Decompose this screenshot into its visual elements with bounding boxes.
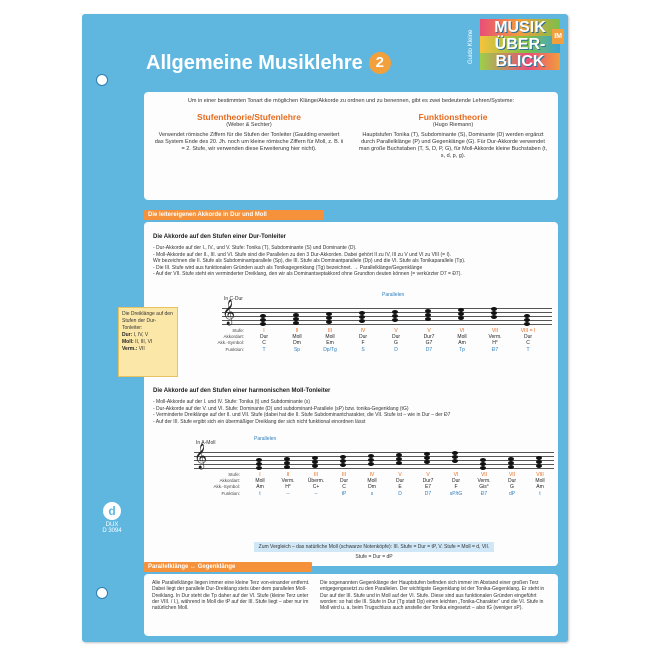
moll-key-label: In A-Moll (196, 440, 216, 446)
moll-chord-column (470, 472, 498, 497)
dur-chord-fn: D7 (425, 346, 433, 353)
dur-chord-stufe: VIII = I (520, 328, 536, 334)
moll-chord-sym: C (342, 484, 346, 491)
dur-chord-fn: S (361, 346, 365, 353)
moll-chord-stufe: VII (480, 472, 488, 478)
dur-chord-sym: Am (458, 340, 466, 347)
moll-chord-fn: D (398, 490, 402, 497)
funktionstheorie-column: Funktionstheorie (Hugo Riemann) Hauptstufen Tonika (T), Subdominante (S), Dominante (D) werden ergänzt durch Parallelklänge (P) und Gegenklänge (G). Für Dur-Akkorde verwendet man große Buchstaben (T, S, D, P, G), für Moll-Akkorde kleine Buchstaben (t, s, d, p, g). (358, 112, 548, 159)
dur-chord-art: Moll (325, 334, 335, 341)
info-sheet (82, 14, 568, 642)
dur-chord-art: Dur7 (423, 334, 435, 341)
moll-chord-sym: E (398, 484, 402, 491)
parallelklaenge-text: Alle Parallelklänge liegen immer eine kleine Terz von-einander entfernt. Dabei liegt der parallele Dur-Dreiklang stets über dem parallelen Moll-Dreiklang. In Dur steht die Tp daher auf der VI. Stufe (kleine Terz unter der VIII. / I.), während in Moll die tP auf der III. Stufe liegt – aber nur im natürlichen Moll. (152, 580, 310, 612)
dur-chord-stufe: V (427, 328, 431, 334)
punch-hole (96, 74, 108, 86)
dur-chord-column (415, 328, 443, 353)
section-header-akkorde: Die leitereigenen Akkorde in Dur und Moll (144, 210, 324, 220)
title-number-badge: 2 (369, 52, 391, 74)
author-vertical: Guido Kleine (468, 29, 474, 64)
dur-chord-column (382, 328, 410, 353)
moll-chord-fn: dP (508, 490, 516, 497)
dur-chord-art: Moll (292, 334, 302, 341)
moll-chord-art: Moll (535, 478, 545, 485)
moll-chord-art: Dur7 (422, 478, 434, 485)
moll-chord-column (302, 472, 330, 497)
moll-chord-sym: H° (285, 484, 291, 491)
moll-chord-art: Dur (395, 478, 405, 485)
moll-chord-column (274, 472, 302, 497)
moll-chord-art: Dur (339, 478, 349, 485)
dur-chord-fn: Ð7 (491, 346, 499, 353)
dur-chord-column (250, 328, 278, 353)
treble-clef-icon: 𝄞 (222, 300, 236, 325)
musik-ueberblick-logo: MUSIK ÜBER- BLICK IM (480, 19, 560, 70)
dur-chord-sym: F (361, 340, 365, 347)
natural-minor-comparison: Zum Vergleich – das natürliche Moll (schwarze Notenköpfe): III. Stufe = Dur = tP, V. Stufe = Moll = d, VII. Stufe = Dur = dP (254, 542, 494, 552)
dreiklaenge-sidebox: Die Dreiklänge auf den Stufen der Dur-Tonleiter: Dur: I, IV, V Moll: II, III, VI Verm.: VII (118, 307, 178, 377)
moll-chord-sym: E7 (424, 484, 432, 491)
moll-heading: Die Akkorde auf den Stufen einer harmonischen Moll-Tonleiter (153, 388, 331, 394)
moll-chord-art: Dur (451, 478, 461, 485)
moll-chord-stufe: V (426, 472, 430, 478)
moll-chord-fn: Ð7 (480, 490, 488, 497)
dur-chord-sym: C (526, 340, 530, 347)
dur-chord-stufe: VII (491, 328, 499, 334)
moll-chord-fn: – (286, 490, 290, 497)
moll-parallelen-label: Parallelen (254, 436, 277, 442)
section-header-parallelklaenge: Parallelklänge ↔ Gegenklänge (144, 562, 312, 572)
moll-chord-stufe: III (313, 472, 319, 478)
moll-chord-sym: Am (256, 484, 264, 491)
dur-chord-stufe: II (295, 328, 299, 334)
funktionstheorie-title: Funktionstheorie (418, 112, 488, 122)
dur-chord-sym: C (262, 340, 266, 347)
moll-chord-sym: F (454, 484, 458, 491)
dur-explanation: - Dur-Akkorde auf der I., IV., und V. Stufe: Tonika (T), Subdominante (S) und Dominante (D). - Moll-Akkorde auf der II., III. und VI. Stufe sind die Parallelen zu den 3 Dur-Akkorden. Dabei gehört II zu IV, III zu V und VI zu VIII (= I). Wir bezeichnen die II. Stufe als Subdominantparallele (Sp), die III. Stufe als Dominantparallele (Dp) und die VI. Stufe als Tonikaparallele (Tp). - Die III. Stufe wird aus funktionalen Gründen auch als Tonikagegenklang (Tg) bezeichnet. → Parallelklänge/Gegenklänge - Auf der VII. Stufe steht ein verminderter Dreiklang, den wir als Dominantseptakkord ohne Grundton deuten können (= verkürzter D7 = Ð7). (153, 245, 466, 277)
dux-publisher: d DUX D 3094 (102, 504, 122, 534)
dur-chord-stufe: I (263, 328, 265, 334)
dur-chord-sym: Dm (293, 340, 301, 347)
moll-chord-column (246, 472, 274, 497)
dur-heading: Die Akkorde auf den Stufen einer Dur-Tonleiter (153, 234, 287, 240)
moll-chord-sym: Gis° (479, 484, 489, 491)
dur-chord-sym: Em (326, 340, 334, 347)
moll-chord-sym: Dm (368, 484, 376, 491)
main-content-box (144, 222, 558, 566)
moll-chord-column (414, 472, 442, 497)
moll-chord-column (386, 472, 414, 497)
moll-explanation: - Moll-Akkorde auf der I. und IV. Stufe: Tonika (t) und Subdominante (s) - Dur-Akkorde auf der V. und VI. Stufe: Dominante (D) und subdominant-Parallele (sP) bzw. tonika-Gegenklang (tG) - Verminderte Dreiklänge auf der II. und VII. Stufe (dabei hat die II. Stufe Subdominantcharakter, die VII. Stufe ist – wie in Dur – der Ð7 - Auf der III. Stufe ergibt sich ein übermäßiger Dreiklang der sich nicht funktional einordnen lässt (153, 399, 451, 425)
stufentheorie-title: Stufentheorie/Stufenlehre (197, 112, 301, 122)
dur-staff-system (217, 292, 552, 358)
dur-chord-column (316, 328, 344, 353)
moll-chord-column (358, 472, 386, 497)
dur-staff (222, 300, 552, 328)
dur-chord-art: Dur (259, 334, 269, 341)
moll-chord-fn: sP/tG (449, 490, 463, 497)
dur-row-labels: Stufe: Akkordart: Akk.-Symbol: Funktion: (217, 328, 244, 352)
treble-clef-icon: 𝄞 (194, 444, 208, 469)
dur-chord-sym: G7 (425, 340, 433, 347)
moll-chord-fn: D7 (424, 490, 432, 497)
dur-chord-stufe: V (394, 328, 398, 334)
dur-chord-sym: G (394, 340, 398, 347)
moll-chord-stufe: VIII (536, 472, 544, 478)
moll-chord-column (442, 472, 470, 497)
moll-chord-stufe: IV (369, 472, 375, 478)
dur-chord-fn: T (526, 346, 530, 353)
dur-chord-column (448, 328, 476, 353)
dur-parallelen-label: Parallelen (382, 292, 405, 298)
moll-chord-fn: t (259, 490, 261, 497)
moll-chord-fn: – (314, 490, 318, 497)
gegenklaenge-text: Die sogenannten Gegenklänge der Hauptstufen befinden sich immer im Abstand einer großen Terz entgegengesetzt zu den Parallelen. Der wichtigste Gegenklang ist der Tonika-Gegenklang. Er steht in Dur auf der III. Stufe und in Moll auf der VI. Stufe. Diese sind aus funktionalen Gründen eingeführt worden: so hat die III. Stufe in Dur (Tg statt Dp) einen leichten „Tonika-Charakter“ und die VI. Stufe in Moll wird u. a. beim Trugschluss auch anstelle der Tonika eingesetzt – also tG (weniger sP). (320, 580, 545, 612)
moll-chord-art: Verm. (477, 478, 491, 485)
moll-chord-art: Überm. (307, 478, 325, 485)
moll-staff (194, 444, 554, 472)
moll-chord-stufe: III (341, 472, 347, 478)
stufentheorie-column: Stufentheorie/Stufenlehre (Weber & Sechter) Verwendet römische Ziffern für die Stufen der Tonleiter (Gaulding erweitert das System Ende des 20. Jh. noch um kleine römische Ziffern für Moll, z. B. ii = 2. Stufe, wir verwenden diese Erweiterung hier nicht). (154, 112, 344, 152)
dur-chord-art: Dur (391, 334, 401, 341)
dur-chord-fn: T (262, 346, 266, 353)
dur-chord-art: Verm. (488, 334, 502, 341)
moll-chord-stufe: VI (453, 472, 459, 478)
moll-chord-art: Verm. (281, 478, 295, 485)
moll-chord-fn: tP (341, 490, 347, 497)
punch-hole (96, 587, 108, 599)
moll-chord-column (330, 472, 358, 497)
moll-chord-sym: Am (536, 484, 544, 491)
dur-chord-stufe: VI (459, 328, 465, 334)
parallel-gegenklang-box (144, 574, 558, 636)
dur-chord-fn: Sp (293, 346, 301, 353)
dur-chord-stufe: IV (360, 328, 366, 334)
moll-chord-stufe: I (259, 472, 261, 478)
dur-key-label: In C-Dur (224, 296, 243, 302)
dur-chord-sym: H° (492, 340, 498, 347)
dur-chord-column (283, 328, 311, 353)
moll-row-labels: Stufe: Akkordart: Akk.-Symbol: Funktion: (213, 472, 240, 496)
moll-chord-sym: G (510, 484, 514, 491)
moll-chord-column (498, 472, 526, 497)
moll-chord-fn: t (539, 490, 541, 497)
moll-chord-sym: C+ (312, 484, 320, 491)
dur-chord-column (514, 328, 542, 353)
page-title: Allgemeine Musiklehre 2 (146, 52, 391, 75)
dur-chord-fn: Tp (459, 346, 465, 353)
dur-chord-column (481, 328, 509, 353)
dur-chord-stufe: III (327, 328, 333, 334)
dur-chord-art: Moll (457, 334, 467, 341)
moll-chord-column (526, 472, 554, 497)
moll-staff-system (194, 436, 554, 502)
intro-box (144, 92, 558, 200)
moll-chord-stufe: V (398, 472, 402, 478)
dur-chord-fn: Dp/Tg (323, 346, 337, 353)
dur-chord-art: Dur (358, 334, 368, 341)
dur-chord-fn: D (394, 346, 398, 353)
dur-chord-art: Dur (523, 334, 533, 341)
moll-chord-stufe: VII (508, 472, 516, 478)
moll-chord-stufe: II (286, 472, 290, 478)
moll-chord-art: Dur (507, 478, 517, 485)
moll-chord-art: Moll (367, 478, 377, 485)
moll-chord-art: Moll (255, 478, 265, 485)
intro-lead: Um in einer bestimmten Tonart die möglichen Klänge/Akkorde zu ordnen und zu benennen, gibt es zwei bedeutende Lehren/Systeme: (187, 98, 515, 104)
dux-logo-icon: d (103, 502, 121, 520)
moll-chord-fn: s (370, 490, 374, 497)
dur-chord-column (349, 328, 377, 353)
